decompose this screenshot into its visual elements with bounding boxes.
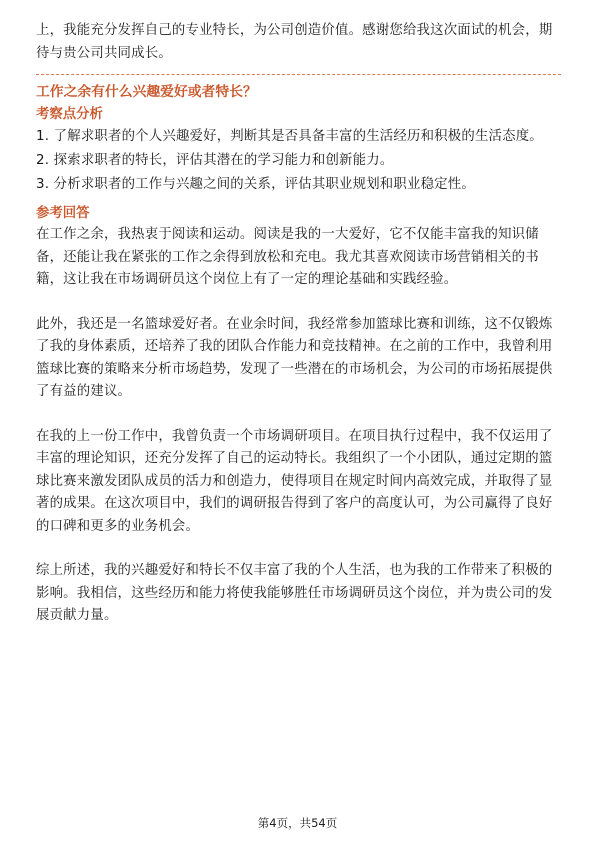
analysis-list <box>36 125 561 197</box>
question-heading: 工作之余有什么兴趣爱好或者特长？ <box>36 84 257 100</box>
analysis-item: 1. 了解求职者的个人兴趣爱好，判断其是否具备丰富的生活经历和积极的生活态度。 <box>36 129 543 144</box>
answer-heading: 参考回答 <box>36 206 90 221</box>
answer-paragraph: 此外，我还是一名篮球爱好者。在业余时间，我经常参加篮球比赛和训练，这不仅锻炼了我的身体素质，还培养了我的团队合作能力和竞技精神。在之前的工作中，我曾利用篮球比赛的策略来分析市场趋势，发现了一些潜在的市场机会，为公司的市场拓展提供了有益的建议。 <box>36 316 553 399</box>
page-number: 第4页，共54页 <box>257 816 338 830</box>
analysis-item: 3. 分析求职者的工作与兴趣之间的关系，评估其职业规划和职业稳定性。 <box>36 177 475 192</box>
answer-paragraph: 综上所述，我的兴趣爱好和特长不仅丰富了我的个人生活，也为我的工作带来了积极的影响。我相信，这些经历和能力将使我能够胜任市场调研员这个岗位，并为贵公司的发展贡献力量。 <box>36 563 553 623</box>
answer-paragraph: 在工作之余，我热衷于阅读和运动。阅读是我的一大爱好，它不仅能丰富我的知识储备，还能让我在紧张的工作之余得到放松和充电。我尤其喜欢阅读市场营销相关的书籍，这让我在市场调研员这个岗位上有了一定的理论基础和实践经验。 <box>36 227 539 287</box>
section-divider <box>36 74 561 75</box>
page-content <box>36 20 561 628</box>
analysis-item: 2. 探索求职者的特长，评估其潜在的学习能力和创新能力。 <box>36 153 394 168</box>
intro-paragraph: 上，我能充分发挥自己的专业特长，为公司创造价值。感谢您给我这次面试的机会，期待与贵公司共同成长。 <box>36 23 553 61</box>
answer-paragraph: 在我的上一份工作中，我曾负责一个市场调研项目。在项目执行过程中，我不仅运用了丰富的理论知识，还充分发挥了自己的运动特长。我组织了一个小团队，通过定期的篮球比赛来激发团队成员的活力和创造力，使得项目在规定时间内高效完成，并取得了显著的成果。在这次项目中，我们的调研报告得到了客户的高度认可，为公司赢得了良好的口碑和更多的业务机会。 <box>36 428 553 534</box>
analysis-heading: 考察点分析 <box>36 107 103 122</box>
